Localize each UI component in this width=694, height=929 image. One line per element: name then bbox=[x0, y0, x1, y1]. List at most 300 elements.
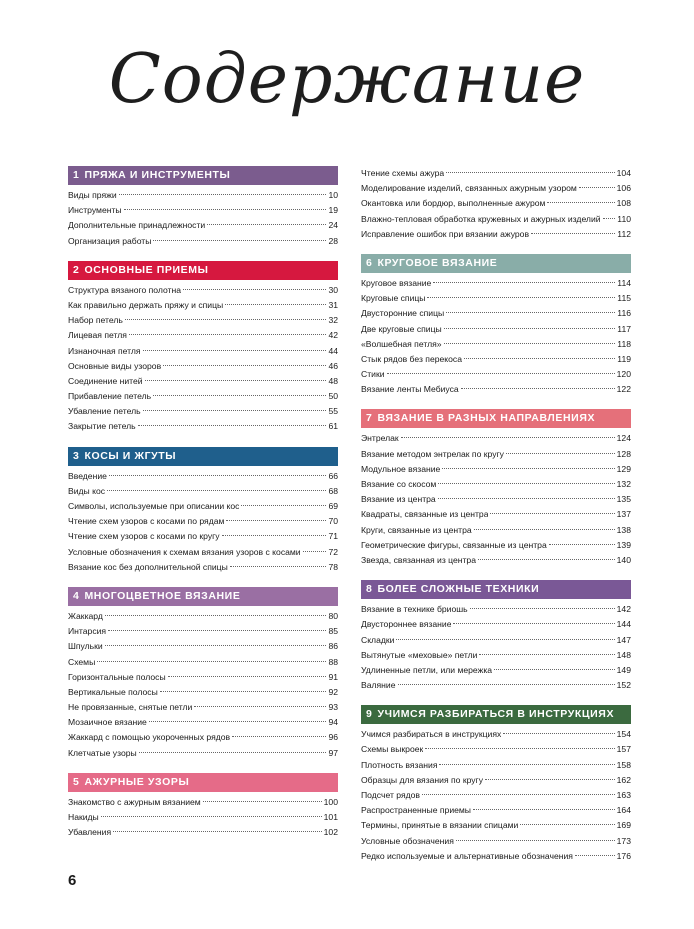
page-title: Содержание bbox=[108, 39, 586, 119]
toc-entry-page: 100 bbox=[323, 796, 338, 807]
toc-entry-label: Подсчет рядов bbox=[361, 790, 420, 800]
toc-entry bbox=[361, 773, 631, 788]
toc-entry bbox=[68, 374, 338, 389]
toc-entry-label: Чтение схем узоров с косами по рядам bbox=[68, 516, 225, 527]
toc-entry bbox=[361, 291, 631, 306]
page-number: 6 bbox=[68, 872, 77, 889]
dot-leader bbox=[453, 623, 614, 624]
toc-entry-label: Двусторонние спицы bbox=[361, 308, 445, 319]
dot-leader bbox=[446, 312, 615, 313]
toc-entry-page: 139 bbox=[616, 539, 631, 550]
toc-entry-label: Убавления bbox=[68, 827, 112, 838]
toc-entry bbox=[361, 322, 631, 337]
toc-entry-label: Жаккард с помощью укороченных рядов bbox=[68, 732, 231, 743]
toc-entry-page: 157 bbox=[616, 744, 631, 755]
toc-entry-label: Стык рядов без перекоса bbox=[361, 353, 462, 364]
toc-entry-page: 148 bbox=[616, 649, 631, 660]
section-number: 5 bbox=[73, 775, 80, 788]
section-title: КРУГОВОЕ ВЯЗАНИЕ bbox=[377, 256, 498, 269]
toc-entry-page: 106 bbox=[616, 183, 631, 194]
toc-entry bbox=[361, 367, 631, 382]
toc-entry bbox=[361, 648, 631, 663]
toc-entry-label: Распространенные приемы bbox=[361, 805, 471, 816]
dot-leader bbox=[438, 483, 614, 484]
toc-entry-label: Редко используемые и альтернативные обозначения bbox=[361, 850, 573, 861]
toc-entry-page: 10 bbox=[328, 190, 338, 200]
toc-entry bbox=[361, 788, 631, 803]
toc-entry-label: Звезда, связанная из центра bbox=[361, 554, 476, 565]
toc-entry-label: Складки bbox=[361, 634, 395, 645]
dot-leader bbox=[439, 764, 614, 765]
section-number: 8 bbox=[366, 583, 373, 596]
toc-entry-page: 147 bbox=[616, 634, 631, 645]
dot-leader bbox=[139, 752, 327, 753]
toc-entry-label: Квадраты, связанные из центра bbox=[361, 509, 489, 520]
toc-entry-page: 117 bbox=[617, 323, 631, 334]
toc-entry-page: 176 bbox=[616, 850, 631, 861]
dot-leader bbox=[149, 721, 327, 722]
toc-column-right bbox=[361, 166, 631, 876]
toc-entry bbox=[68, 404, 338, 419]
toc-entry bbox=[361, 212, 631, 227]
toc-entry bbox=[68, 298, 338, 313]
toc-entry-list bbox=[361, 431, 631, 568]
toc-entry-label: Шпульки bbox=[68, 641, 103, 652]
dot-leader bbox=[207, 224, 326, 225]
dot-leader bbox=[442, 468, 614, 469]
section-title: МНОГОЦВЕТНОЕ ВЯЗАНИЕ bbox=[84, 589, 241, 602]
toc-entry-label: Образцы для вязания по кругу bbox=[361, 774, 483, 785]
toc-entry-label: Двустороннее вязание bbox=[361, 619, 452, 630]
toc-entry-label: Круги, связанные из центра bbox=[361, 524, 472, 535]
toc-entry-page: 97 bbox=[328, 747, 338, 758]
toc-entry-page: 149 bbox=[616, 664, 631, 675]
toc-entry bbox=[361, 678, 631, 693]
toc-entry-list bbox=[361, 602, 631, 693]
dot-leader bbox=[225, 304, 326, 305]
section-header bbox=[361, 580, 631, 599]
toc-entry-page: 102 bbox=[323, 827, 338, 838]
toc-entry-label: Горизонтальные полосы bbox=[68, 671, 166, 682]
section-title: ПРЯЖА И ИНСТРУМЕНТЫ bbox=[84, 169, 231, 181]
toc-section-7 bbox=[361, 409, 631, 568]
toc-entry bbox=[68, 484, 338, 499]
toc-entry bbox=[68, 825, 338, 840]
toc-entry bbox=[361, 818, 631, 833]
toc-entry-label: Набор петель bbox=[68, 315, 123, 326]
toc-entry-label: Интарсия bbox=[68, 626, 107, 637]
toc-entry-label: Как правильно держать пряжу и спицы bbox=[68, 299, 224, 310]
toc-entry-page: 137 bbox=[616, 509, 631, 520]
dot-leader bbox=[105, 645, 327, 646]
toc-entry-label: Круговое вязание bbox=[361, 277, 432, 288]
toc-section-8 bbox=[361, 580, 631, 693]
toc-entry-page: 42 bbox=[328, 330, 338, 341]
toc-entry bbox=[68, 795, 338, 810]
toc-entry-label: Закрытие петель bbox=[68, 421, 136, 432]
toc-entry-page: 91 bbox=[328, 671, 338, 682]
section-header bbox=[68, 261, 338, 280]
toc-column-left bbox=[68, 166, 338, 852]
toc-entry-label: Лицевая петля bbox=[68, 330, 127, 341]
toc-entry-page: 85 bbox=[328, 626, 338, 637]
dot-leader bbox=[138, 425, 327, 426]
toc-entry-page: 44 bbox=[328, 345, 338, 356]
toc-entry-page: 71 bbox=[328, 531, 338, 542]
dot-leader bbox=[143, 410, 327, 411]
toc-entry-page: 72 bbox=[328, 546, 338, 557]
dot-leader bbox=[446, 172, 614, 173]
dot-leader bbox=[230, 566, 327, 567]
toc-entry-label: Инструменты bbox=[68, 205, 122, 216]
section-header bbox=[68, 587, 338, 606]
toc-entry-list bbox=[68, 469, 338, 575]
dot-leader bbox=[401, 437, 615, 438]
dot-leader bbox=[547, 202, 614, 203]
toc-entry bbox=[361, 758, 631, 773]
toc-entry-page: 173 bbox=[616, 835, 631, 846]
toc-entry-label: Знакомство с ажурным вязанием bbox=[68, 796, 201, 807]
toc-entry-list bbox=[68, 188, 338, 249]
toc-entry bbox=[361, 849, 631, 864]
toc-entry-page: 86 bbox=[328, 641, 338, 652]
dot-leader bbox=[531, 233, 615, 234]
toc-entry-list bbox=[68, 283, 338, 435]
toc-entry-page: 114 bbox=[617, 277, 631, 288]
dot-leader bbox=[396, 639, 614, 640]
toc-entry bbox=[68, 655, 338, 670]
section-number: 6 bbox=[366, 256, 373, 269]
dot-leader bbox=[470, 608, 615, 609]
dot-leader bbox=[168, 676, 327, 677]
toc-entry bbox=[361, 227, 631, 242]
toc-entry-page: 162 bbox=[616, 774, 631, 785]
toc-entry bbox=[361, 602, 631, 617]
section-title: ОСНОВНЫЕ ПРИЕМЫ bbox=[84, 263, 209, 276]
toc-entry-label: Валяние bbox=[361, 680, 396, 691]
toc-entry-label: Вязание кос без дополнительной спицы bbox=[68, 561, 228, 572]
dot-leader bbox=[478, 559, 615, 560]
dot-leader bbox=[425, 748, 614, 749]
section-title: ВЯЗАНИЕ В РАЗНЫХ НАПРАВЛЕНИЯХ bbox=[377, 412, 596, 425]
toc-entry-page: 118 bbox=[617, 338, 631, 349]
dot-leader bbox=[143, 350, 327, 351]
toc-entry-page: 115 bbox=[617, 293, 631, 304]
toc-entry-label: Энтрелак bbox=[361, 433, 399, 444]
toc-entry-label: Чтение схемы ажура bbox=[361, 168, 445, 178]
section-title: БОЛЕЕ СЛОЖНЫЕ ТЕХНИКИ bbox=[377, 583, 540, 596]
toc-entry bbox=[361, 196, 631, 211]
toc-entry-list bbox=[68, 609, 338, 761]
toc-entry-page: 108 bbox=[616, 198, 631, 209]
toc-entry-page: 169 bbox=[616, 820, 631, 831]
toc-entry-label: Вязание со скосом bbox=[361, 479, 437, 489]
toc-entry-page: 154 bbox=[616, 729, 631, 740]
section-number: 1 bbox=[73, 169, 80, 181]
toc-entry-page: 70 bbox=[328, 516, 338, 527]
toc-entry-page: 119 bbox=[617, 353, 631, 364]
dot-leader bbox=[398, 684, 615, 685]
dot-leader bbox=[303, 551, 327, 552]
toc-entry bbox=[361, 447, 631, 462]
toc-section-6 bbox=[361, 254, 631, 398]
toc-entry-label: Учимся разбираться в инструкциях bbox=[361, 729, 502, 740]
section-number: 7 bbox=[366, 412, 373, 425]
toc-entry-label: Чтение схем узоров с косами по кругу bbox=[68, 531, 220, 542]
toc-entry-page: 88 bbox=[328, 656, 338, 667]
dot-leader bbox=[506, 453, 615, 454]
toc-entry-page: 50 bbox=[328, 391, 338, 402]
dot-leader bbox=[97, 661, 326, 662]
toc-entry-label: Условные обозначения к схемам вязания узоров с косами bbox=[68, 546, 301, 557]
toc-entry-label: Символы, используемые при описании кос bbox=[68, 501, 240, 511]
toc-entry-page: 140 bbox=[616, 554, 631, 565]
toc-entry bbox=[68, 639, 338, 654]
toc-entry-page: 128 bbox=[616, 448, 631, 459]
toc-entry bbox=[68, 218, 338, 233]
toc-section-5 bbox=[68, 773, 338, 841]
toc-entry-label: Накиды bbox=[68, 812, 99, 822]
dot-leader bbox=[479, 654, 614, 655]
toc-entry-page: 144 bbox=[616, 619, 631, 630]
toc-entry-label: Две круговые спицы bbox=[361, 323, 442, 334]
toc-entry-page: 101 bbox=[323, 812, 338, 822]
toc-entry-label: Окантовка или бордюр, выполненные ажуром bbox=[361, 198, 546, 209]
dot-leader bbox=[503, 733, 614, 734]
title-area bbox=[0, 24, 694, 134]
toc-entry-page: 92 bbox=[328, 686, 338, 697]
section-header bbox=[361, 254, 631, 273]
toc-entry-label: Основные виды узоров bbox=[68, 360, 162, 371]
dot-leader bbox=[109, 475, 327, 476]
dot-leader bbox=[575, 855, 615, 856]
dot-leader bbox=[153, 395, 326, 396]
toc-entry bbox=[361, 337, 631, 352]
toc-entry bbox=[361, 352, 631, 367]
toc-entry bbox=[68, 609, 338, 624]
toc-entry-page: 68 bbox=[328, 485, 338, 496]
toc-entry-page: 48 bbox=[328, 375, 338, 386]
toc-entry-label: Виды кос bbox=[68, 485, 106, 496]
toc-section-4 bbox=[68, 587, 338, 761]
toc-entry bbox=[68, 283, 338, 298]
toc-entry bbox=[361, 663, 631, 678]
section-header bbox=[68, 773, 338, 792]
toc-entry bbox=[361, 742, 631, 757]
toc-entry-label: Введение bbox=[68, 470, 107, 481]
dot-leader bbox=[461, 388, 615, 389]
toc-entry-label: Убавление петель bbox=[68, 406, 141, 417]
dot-leader bbox=[464, 358, 615, 359]
toc-entry bbox=[68, 670, 338, 685]
toc-entry-label: Вязание методом энтрелак по кругу bbox=[361, 448, 504, 459]
toc-entry-label: Удлиненные петли, или мережка bbox=[361, 664, 493, 675]
toc-entry-label: Термины, принятые в вязании спицами bbox=[361, 820, 519, 831]
toc-entry bbox=[361, 181, 631, 196]
toc-entry-page: 124 bbox=[616, 433, 631, 444]
toc-entry bbox=[68, 328, 338, 343]
dot-leader bbox=[203, 801, 322, 802]
toc-entry-page: 120 bbox=[616, 369, 631, 380]
toc-entry-label: Вязание ленты Мебиуса bbox=[361, 384, 459, 395]
toc-entry-label: Круговые спицы bbox=[361, 293, 426, 304]
section-header bbox=[68, 166, 338, 185]
dot-leader bbox=[422, 794, 615, 795]
toc-entry-page: 94 bbox=[328, 717, 338, 728]
dot-leader bbox=[444, 343, 616, 344]
toc-entry-page: 164 bbox=[616, 805, 631, 816]
toc-entry-label: Жаккард bbox=[68, 610, 103, 621]
toc-entry bbox=[361, 431, 631, 446]
toc-entry bbox=[68, 389, 338, 404]
toc-entry bbox=[361, 633, 631, 648]
toc-entry bbox=[361, 834, 631, 849]
section-title: АЖУРНЫЕ УЗОРЫ bbox=[84, 775, 190, 788]
toc-entry-page: 32 bbox=[328, 315, 338, 326]
dot-leader bbox=[241, 505, 326, 506]
dot-leader bbox=[427, 297, 615, 298]
dot-leader bbox=[456, 840, 615, 841]
dot-leader bbox=[105, 615, 327, 616]
toc-entry-page: 55 bbox=[328, 406, 338, 417]
toc-entry-page: 93 bbox=[328, 702, 338, 713]
toc-entry-label: Вытянутые «меховые» петли bbox=[361, 649, 478, 660]
toc-entry-page: 142 bbox=[616, 604, 631, 615]
section-header bbox=[361, 705, 631, 724]
toc-section-2 bbox=[68, 261, 338, 435]
toc-entry bbox=[361, 477, 631, 492]
toc-entry bbox=[68, 499, 338, 514]
toc-entry bbox=[68, 685, 338, 700]
toc-entry-label: Структура вязаного полотна bbox=[68, 284, 182, 295]
dot-leader bbox=[124, 209, 327, 210]
section-header bbox=[361, 409, 631, 428]
toc-entry-page: 132 bbox=[616, 479, 631, 489]
toc-entry bbox=[361, 306, 631, 321]
toc-entry-label: Схемы bbox=[68, 656, 96, 667]
toc-entry-list bbox=[68, 795, 338, 841]
dot-leader bbox=[444, 328, 616, 329]
dot-leader bbox=[160, 691, 327, 692]
toc-entry bbox=[361, 727, 631, 742]
toc-entry-page: 31 bbox=[328, 299, 338, 310]
section-title: УЧИМСЯ РАЗБИРАТЬСЯ В ИНСТРУКЦИЯХ bbox=[377, 708, 615, 721]
toc-entry-page: 163 bbox=[616, 790, 631, 800]
toc-section-3 bbox=[68, 447, 338, 575]
dot-leader bbox=[490, 513, 614, 514]
toc-entry-list bbox=[361, 166, 631, 242]
toc-entry bbox=[361, 276, 631, 291]
toc-entry-label: Клетчатые узоры bbox=[68, 747, 137, 758]
toc-entry-page: 122 bbox=[616, 384, 631, 395]
toc-entry bbox=[361, 553, 631, 568]
dot-leader bbox=[387, 373, 615, 374]
toc-entry-page: 96 bbox=[328, 732, 338, 743]
dot-leader bbox=[485, 779, 615, 780]
toc-section-1 bbox=[68, 166, 338, 249]
toc-entry-label: Соединение нитей bbox=[68, 375, 143, 386]
toc-entry-page: 69 bbox=[328, 501, 338, 511]
dot-leader bbox=[183, 289, 326, 290]
section-number: 3 bbox=[73, 449, 80, 462]
toc-entry-label: Моделирование изделий, связанных ажурным узором bbox=[361, 183, 577, 194]
toc-entry-label: Вертикальные полосы bbox=[68, 686, 158, 697]
toc-entry-label: Организация работы bbox=[68, 235, 152, 246]
toc-entry bbox=[68, 419, 338, 434]
toc-entry-page: 46 bbox=[328, 360, 338, 371]
toc-entry-page: 28 bbox=[328, 235, 338, 246]
dot-leader bbox=[108, 630, 326, 631]
toc-entry-page: 104 bbox=[616, 168, 631, 178]
dot-leader bbox=[101, 816, 322, 817]
section-number: 4 bbox=[73, 589, 80, 602]
toc-entry-label: Плотность вязания bbox=[361, 759, 438, 770]
toc-entry-label: Схемы выкроек bbox=[361, 744, 424, 755]
dot-leader bbox=[603, 218, 616, 219]
toc-entry-page: 30 bbox=[328, 284, 338, 295]
dot-leader bbox=[520, 824, 614, 825]
toc-entry bbox=[361, 492, 631, 507]
section-header bbox=[68, 447, 338, 466]
toc-entry-label: Изнаночная петля bbox=[68, 345, 141, 356]
dot-leader bbox=[438, 498, 615, 499]
dot-leader bbox=[433, 282, 615, 283]
toc-entry-label: Геометрические фигуры, связанные из центра bbox=[361, 539, 547, 550]
toc-entry bbox=[361, 462, 631, 477]
toc-entry-label: Влажно-тепловая обработка кружевных и ажурных изделий bbox=[361, 213, 601, 224]
toc-entry-page: 110 bbox=[617, 213, 631, 224]
toc-entry bbox=[68, 700, 338, 715]
toc-entry bbox=[361, 523, 631, 538]
toc-entry-page: 116 bbox=[617, 308, 631, 319]
toc-entry bbox=[361, 166, 631, 181]
toc-entry bbox=[361, 382, 631, 397]
toc-entry bbox=[68, 529, 338, 544]
toc-entry bbox=[68, 545, 338, 560]
dot-leader bbox=[194, 706, 326, 707]
toc-entry-label: Не провязанные, снятые петли bbox=[68, 702, 193, 713]
toc-entry-page: 78 bbox=[328, 561, 338, 572]
toc-entry bbox=[68, 715, 338, 730]
toc-entry-label: Исправление ошибок при вязании ажуров bbox=[361, 228, 530, 239]
toc-entry-page: 138 bbox=[616, 524, 631, 535]
toc-section-5-continued bbox=[361, 166, 631, 242]
toc-entry-page: 152 bbox=[616, 680, 631, 691]
toc-entry-label: Прибавление петель bbox=[68, 391, 152, 402]
dot-leader bbox=[119, 194, 327, 195]
dot-leader bbox=[232, 736, 326, 737]
dot-leader bbox=[163, 365, 326, 366]
toc-entry-label: Вязание в технике бриошь bbox=[361, 604, 468, 615]
toc-entry-list bbox=[361, 727, 631, 864]
toc-entry bbox=[361, 803, 631, 818]
section-title: КОСЫ И ЖГУТЫ bbox=[84, 449, 177, 462]
toc-entry-page: 129 bbox=[616, 463, 631, 474]
dot-leader bbox=[222, 535, 327, 536]
toc-entry-page: 24 bbox=[328, 220, 338, 231]
toc-entry bbox=[68, 730, 338, 745]
toc-entry bbox=[68, 344, 338, 359]
toc-entry-page: 61 bbox=[328, 421, 338, 432]
toc-entry-page: 80 bbox=[328, 610, 338, 621]
toc-entry bbox=[68, 203, 338, 218]
toc-entry bbox=[68, 514, 338, 529]
dot-leader bbox=[549, 544, 615, 545]
dot-leader bbox=[153, 240, 326, 241]
dot-leader bbox=[474, 529, 615, 530]
toc-entry-label: «Волшебная петля» bbox=[361, 338, 442, 349]
dot-leader bbox=[579, 187, 615, 188]
